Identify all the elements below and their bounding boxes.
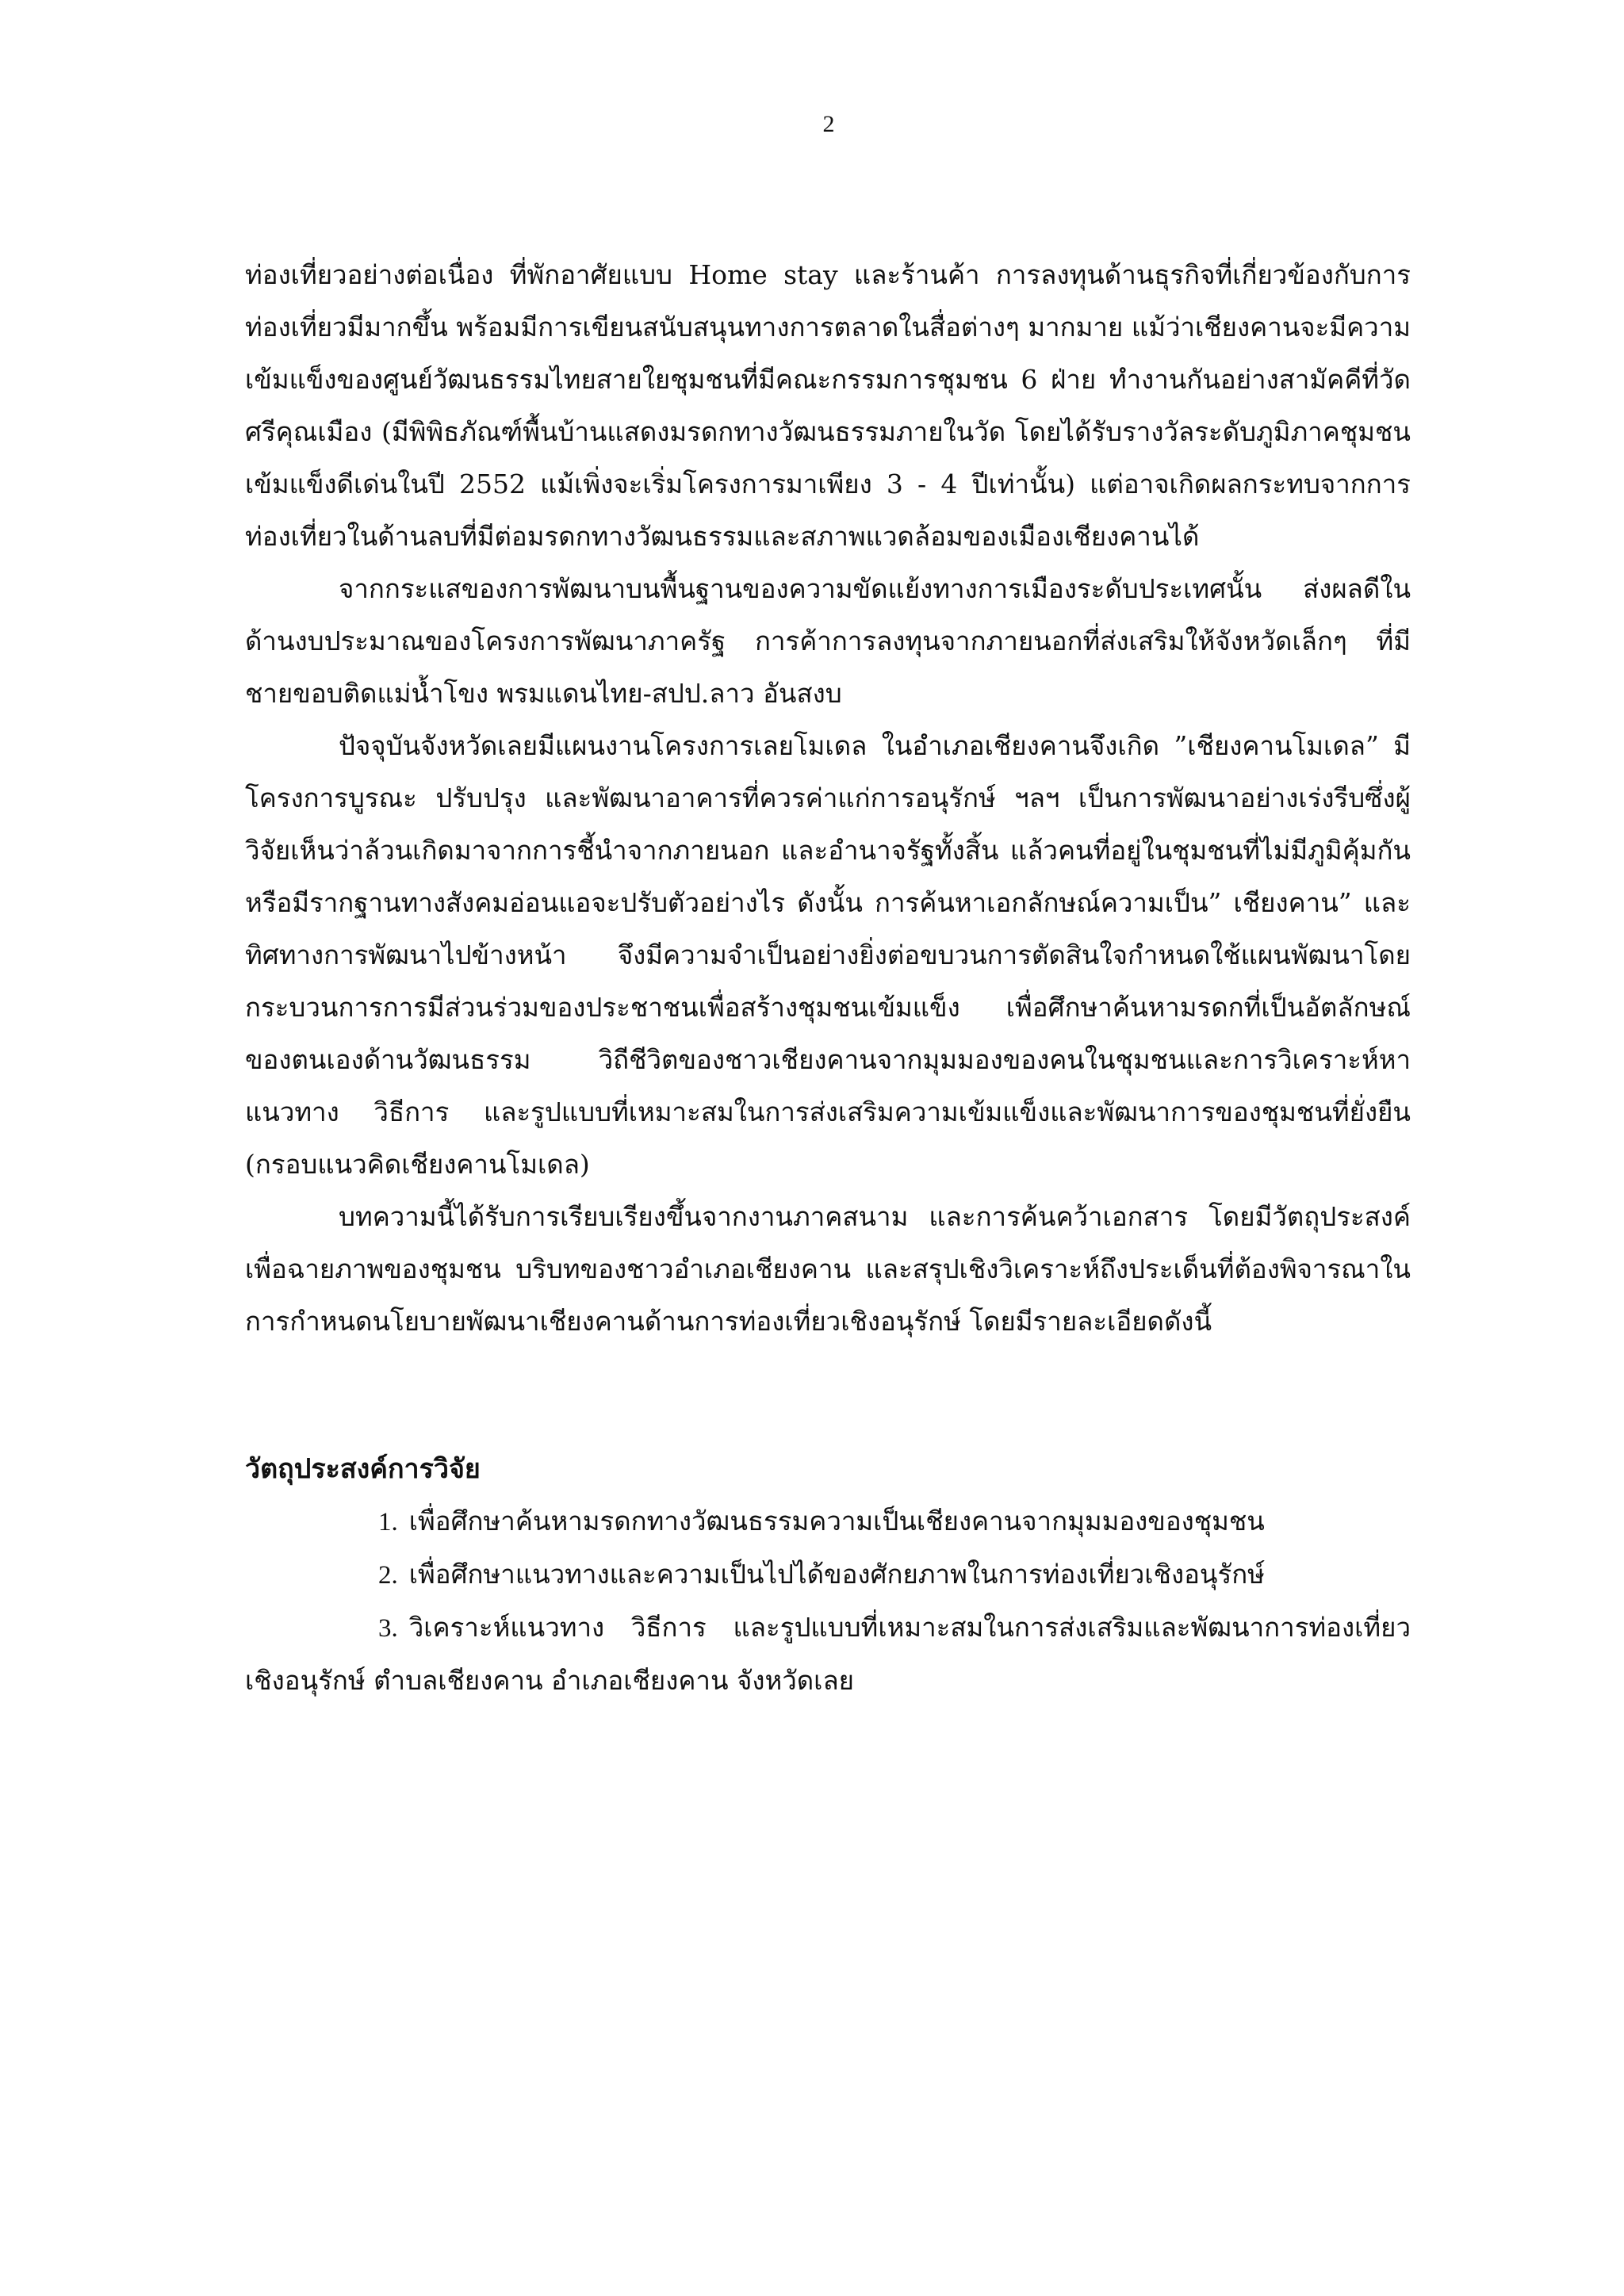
objectives-heading: วัตถุประสงค์การวิจัย — [245, 1453, 481, 1485]
objective-text: เพื่อศึกษาค้นหามรดกทางวัฒนธรรมความเป็นเชียงคานจากมุมมองของชุมชน — [408, 1506, 1265, 1536]
objective-item — [245, 1548, 1411, 1601]
objectives-list — [245, 1495, 1411, 1707]
objective-text: เพื่อศึกษาแนวทางและความเป็นไปได้ของศักยภาพในการท่องเที่ยวเชิงอนุรักษ์ — [408, 1559, 1265, 1590]
objective-number: 1. — [378, 1508, 398, 1536]
objective-item — [245, 1495, 1411, 1548]
objective-number: 3. — [378, 1614, 398, 1643]
document-body — [245, 249, 1411, 1707]
objective-item — [245, 1601, 1411, 1707]
paragraph-continuation: ท่องเที่ยวอย่างต่อเนื่อง ที่พักอาศัยแบบ Home stay และร้านค้า การลงทุนด้านธุรกิจที่เกี่ยวข้องกับการท่องเที่ยวมีมากขึ้น พร้อมมีการเขียนสนับสนุนทางการตลาดในสื่อต่างๆ มากมาย แม้ว่าเชียงคานจะมีความเข้มแข็งของศูนย์วัฒนธรรมไทยสายใยชุมชนที่มีคณะกรรมการชุมชน 6 ฝ่าย ทำงานกันอย่างสามัคคีที่วัดศรีคุณเมือง (มีพิพิธภัณฑ์พื้นบ้านแสดงมรดกทางวัฒนธรรมภายในวัด โดยได้รับรางวัลระดับภูมิภาคชุมชนเข้มแข็งดีเด่นในปี 2552 แม้เพิ่งจะเริ่มโครงการมาเพียง 3 - 4 ปีเท่านั้น) แต่อาจเกิดผลกระทบจากการท่องเที่ยวในด้านลบที่มีต่อมรดกทางวัฒนธรรมและสภาพแวดล้อมของเมืองเชียงคานได้ — [245, 259, 1411, 552]
objective-text: วิเคราะห์แนวทาง วิธีการ และรูปแบบที่เหมาะสมในการส่งเสริมและพัฒนาการท่องเที่ยวเชิงอนุรักษ์ ตำบลเชียงคาน อำเภอเชียงคาน จังหวัดเลย — [245, 1612, 1411, 1696]
paragraph-development-trend: จากกระแสของการพัฒนาบนพื้นฐานของความขัดแย้งทางการเมืองระดับประเทศนั้น ส่งผลดีในด้านงบประมาณของโครงการพัฒนาภาครัฐ การค้าการลงทุนจากภายนอกที่ส่งเสริมให้จังหวัดเล็กๆ ที่มีชายขอบติดแม่น้ำโขง พรมแดนไทย-สปป.ลาว อันสงบ — [245, 573, 1411, 709]
objective-number: 2. — [378, 1561, 398, 1590]
paragraph-chiang-khan-model: ปัจจุบันจังหวัดเลยมีแผนงานโครงการเลยโมเดล ในอำเภอเชียงคานจึงเกิด ”เชียงคานโมเดล” มีโครงการบูรณะ ปรับปรุง และพัฒนาอาคารที่ควรค่าแก่การอนุรักษ์ ฯลฯ เป็นการพัฒนาอย่างเร่งรีบซึ่งผู้วิจัยเห็นว่าล้วนเกิดมาจากการชี้นำจากภายนอก และอำนาจรัฐทั้งสิ้น แล้วคนที่อยู่ในชุมชนที่ไม่มีภูมิคุ้มกันหรือมีรากฐานทางสังคมอ่อนแอจะปรับตัวอย่างไร ดังนั้น การค้นหาเอกลักษณ์ความเป็น” เชียงคาน” และทิศทางการพัฒนาไปข้างหน้า จึงมีความจำเป็นอย่างยิ่งต่อขบวนการตัดสินใจกำหนดใช้แผนพัฒนาโดยกระบวนการการมีส่วนร่วมของประชาชนเพื่อสร้างชุมชนเข้มแข็ง เพื่อศึกษาค้นหามรดกที่เป็นอัตลักษณ์ของตนเองด้านวัฒนธรรม วิถีชีวิตของชาวเชียงคานจากมุมมองของคนในชุมชนและการวิเคราะห์หาแนวทาง วิธีการ และรูปแบบที่เหมาะสมในการส่งเสริมความเข้มแข็งและพัฒนาการของชุมชนที่ยั่งยืน (กรอบแนวคิดเชียงคานโมเดล) — [245, 730, 1411, 1180]
paragraph-article-purpose: บทความนี้ได้รับการเรียบเรียงขึ้นจากงานภาคสนาม และการค้นคว้าเอกสาร โดยมีวัตถุประสงค์เพื่อฉายภาพของชุมชน บริบทของชาวอำเภอเชียงคาน และสรุปเชิงวิเคราะห์ถึงประเด็นที่ต้องพิจารณาในการกำหนดนโยบายพัฒนาเชียงคานด้านการท่องเที่ยวเชิงอนุรักษ์ โดยมีรายละเอียดดังนี้ — [245, 1201, 1411, 1337]
page-number: 2 — [822, 111, 835, 137]
